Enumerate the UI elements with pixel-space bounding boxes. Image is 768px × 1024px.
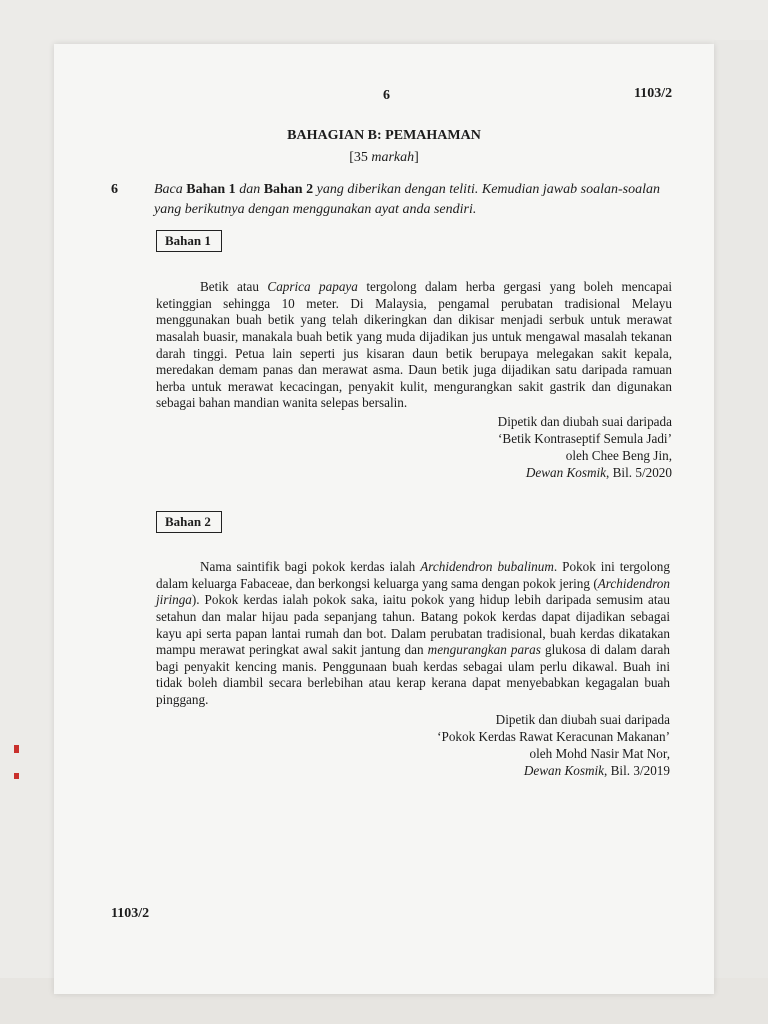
background-edge: [714, 40, 768, 1024]
paper-code-footer: 1103/2: [111, 906, 150, 921]
question-number: 6: [111, 182, 118, 197]
bahan-1-passage: Betik atau Caprica papaya tergolong dalam herba gergasi yang boleh mencapai ketinggian sehingga 10 meter. Di Malaysia, pengamal perubatan tradisional Melayu menggunakan buah betik yang telah dikeringkan dan dikisar menjadi serbuk untuk merawat masalah buasir, manakala buah betik yang muda dijadikan jus untuk mengawal masalah tekanan darah tinggi. Petua lain seperti jus kisaran daun betik berupaya melegakan sakit kepala, meredakan demam panas dan merawat asma. Daun betik juga dijadikan satu daripada ramuan herba untuk merawat kecacingan, penyakit kulit, mengurangkan sakit gastrik dan digunakan sebagai bahan mandian wanita selepas bersalin.: [156, 279, 672, 411]
bahan-1-source: Dipetik dan diubah suai daripada ‘Betik Kontraseptif Semula Jadi’ oleh Chee Beng Jin, Dewan Kosmik, Bil. 5/2020: [497, 414, 672, 480]
paper-code-header: 1103/2: [634, 86, 673, 101]
edge-mark: [14, 745, 19, 753]
bahan-1-label: Bahan 1: [156, 230, 222, 252]
bahan-2-passage: Nama saintifik bagi pokok kerdas ialah Archidendron bubalinum. Pokok ini tergolong dalam keluarga Fabaceae, dan berkongsi keluarga yang sama dengan pokok jering (Archidendron jiringa). Pokok kerdas ialah pokok saka, iaitu pokok yang hidup lebih daripada semusim atau setahun dan malar hijau pada sepanjang tahun. Batang pokok kerdas dapat dijadikan sebagai kayu api serta papan lantai rumah dan bot. Dalam perubatan tradisional, buah kerdas dikatakan mampu merawat peringkat awal sakit jantung dan mengurangkan paras glukosa di dalam darah bagi penyakit kencing manis. Penggunaan buah kerdas sebagai ulam perlu dikawal. Buah ini tidak boleh diambil secara berlebihan atau kerap kerana dapat menyebabkan kegagalan buah pinggang.: [156, 559, 670, 707]
edge-mark: [14, 773, 19, 779]
bahan-2-source: Dipetik dan diubah suai daripada ‘Pokok Kerdas Rawat Keracunan Makanan’ oleh Mohd Nasir Mat Nor, Dewan Kosmik, Bil. 3/2019: [437, 712, 670, 778]
question-instruction: Baca Bahan 1 dan Bahan 2 yang diberikan dengan teliti. Kemudian jawab soalan-soalan yang berikutnya dengan menggunakan ayat anda sendiri.: [154, 182, 660, 217]
page-number: 6: [383, 88, 390, 103]
section-title: BAHAGIAN B: PEMAHAMAN: [287, 128, 481, 143]
section-marks: [35 markah]: [349, 150, 419, 165]
bahan-2-label: Bahan 2: [156, 511, 222, 533]
